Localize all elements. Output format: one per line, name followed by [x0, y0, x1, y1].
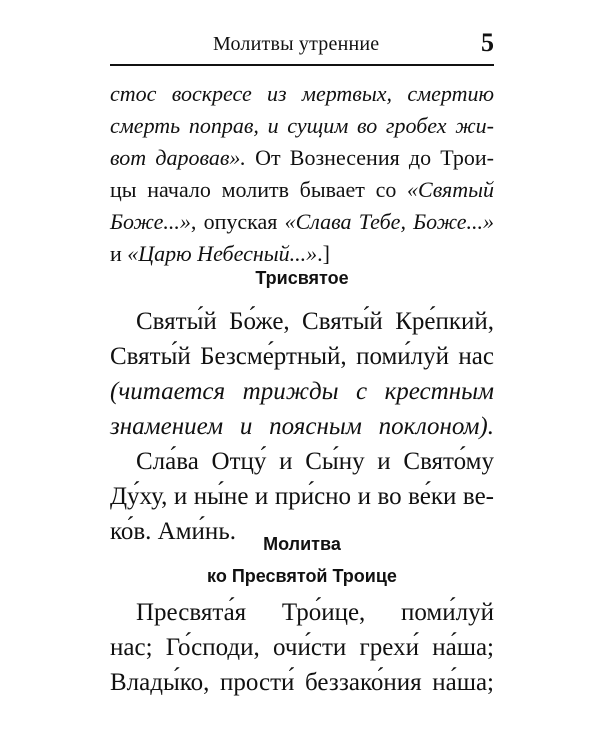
- intro-text-run: вот даровав».: [110, 145, 246, 170]
- prayer-text-run: ко́в. Ами́нь.: [110, 518, 236, 545]
- intro-text-run: стос воскресе из мертвых, смертию: [110, 81, 494, 106]
- intro-text-run: цы начало молитв бывает со: [110, 177, 408, 202]
- intro-line: [110, 78, 494, 110]
- prayer-rubric-line: [110, 374, 494, 409]
- intro-text-run: От Вознесения до Трои-: [245, 145, 494, 170]
- running-header: [110, 28, 494, 66]
- intro-line: [110, 238, 494, 270]
- prayer-rubric-line: [110, 409, 494, 444]
- intro-text-run: «Святый: [407, 177, 494, 202]
- intro-text-run: , опуская: [190, 209, 285, 234]
- page-number: 5: [481, 28, 494, 57]
- prayer-line: [110, 339, 494, 374]
- intro-line: [110, 206, 494, 238]
- running-head-title: Молитвы утренние: [213, 33, 380, 55]
- prayer-line: [110, 479, 494, 514]
- prayer-line: [110, 595, 494, 630]
- intro-line: [110, 142, 494, 174]
- intro-paragraph: [110, 78, 494, 270]
- intro-line: [110, 110, 494, 142]
- prayer-line: [110, 630, 494, 665]
- prayer-text-run: Ду́ху, и ны́не и при́сно и во ве́ки ве-: [110, 483, 494, 510]
- prayer-text-run: Святы́й Бо́же, Святы́й Кре́пкий,: [136, 308, 494, 335]
- intro-text-run: смерть поправ, и сущим во гробех жи-: [110, 113, 494, 138]
- prayer-text-run: Пресвята́я Тро́ице, поми́луй: [136, 599, 494, 626]
- prayer-rubric-text: (читается трижды с крестным: [110, 378, 494, 405]
- trisagion-prayer: [110, 304, 494, 549]
- prayer-text-run: Святы́й Безсме́ртный, поми́луй нас: [110, 343, 494, 370]
- intro-text-run: Боже...»: [110, 209, 191, 234]
- trinity-prayer-title-line-2: ко Пресвятой Троице: [207, 566, 397, 586]
- intro-text-run: «Слава Тебе, Боже...»: [284, 209, 495, 234]
- trinity-prayer-title-line-1: Молитва: [263, 534, 341, 554]
- intro-text-run: .]: [317, 241, 330, 266]
- prayer-line: [110, 665, 494, 700]
- prayer-text-run: Влады́ко, прости́ беззако́ния на́ша;: [110, 669, 494, 696]
- prayer-text-run: Сла́ва Отцу́ и Сы́ну и Свято́му: [136, 448, 494, 475]
- trisagion-title: Трисвятое: [255, 268, 349, 288]
- prayer-text-run: нас; Го́споди, очи́сти грехи́ на́ша;: [110, 634, 494, 661]
- intro-text-run: и: [110, 241, 128, 266]
- trinity-prayer: [110, 595, 494, 700]
- prayer-line: [110, 304, 494, 339]
- prayer-line: [110, 444, 494, 479]
- intro-line: [110, 174, 494, 206]
- intro-text-run: «Царю Небесный...»: [127, 241, 318, 266]
- prayer-rubric-text: знамением и поясным поклоном).: [110, 413, 494, 440]
